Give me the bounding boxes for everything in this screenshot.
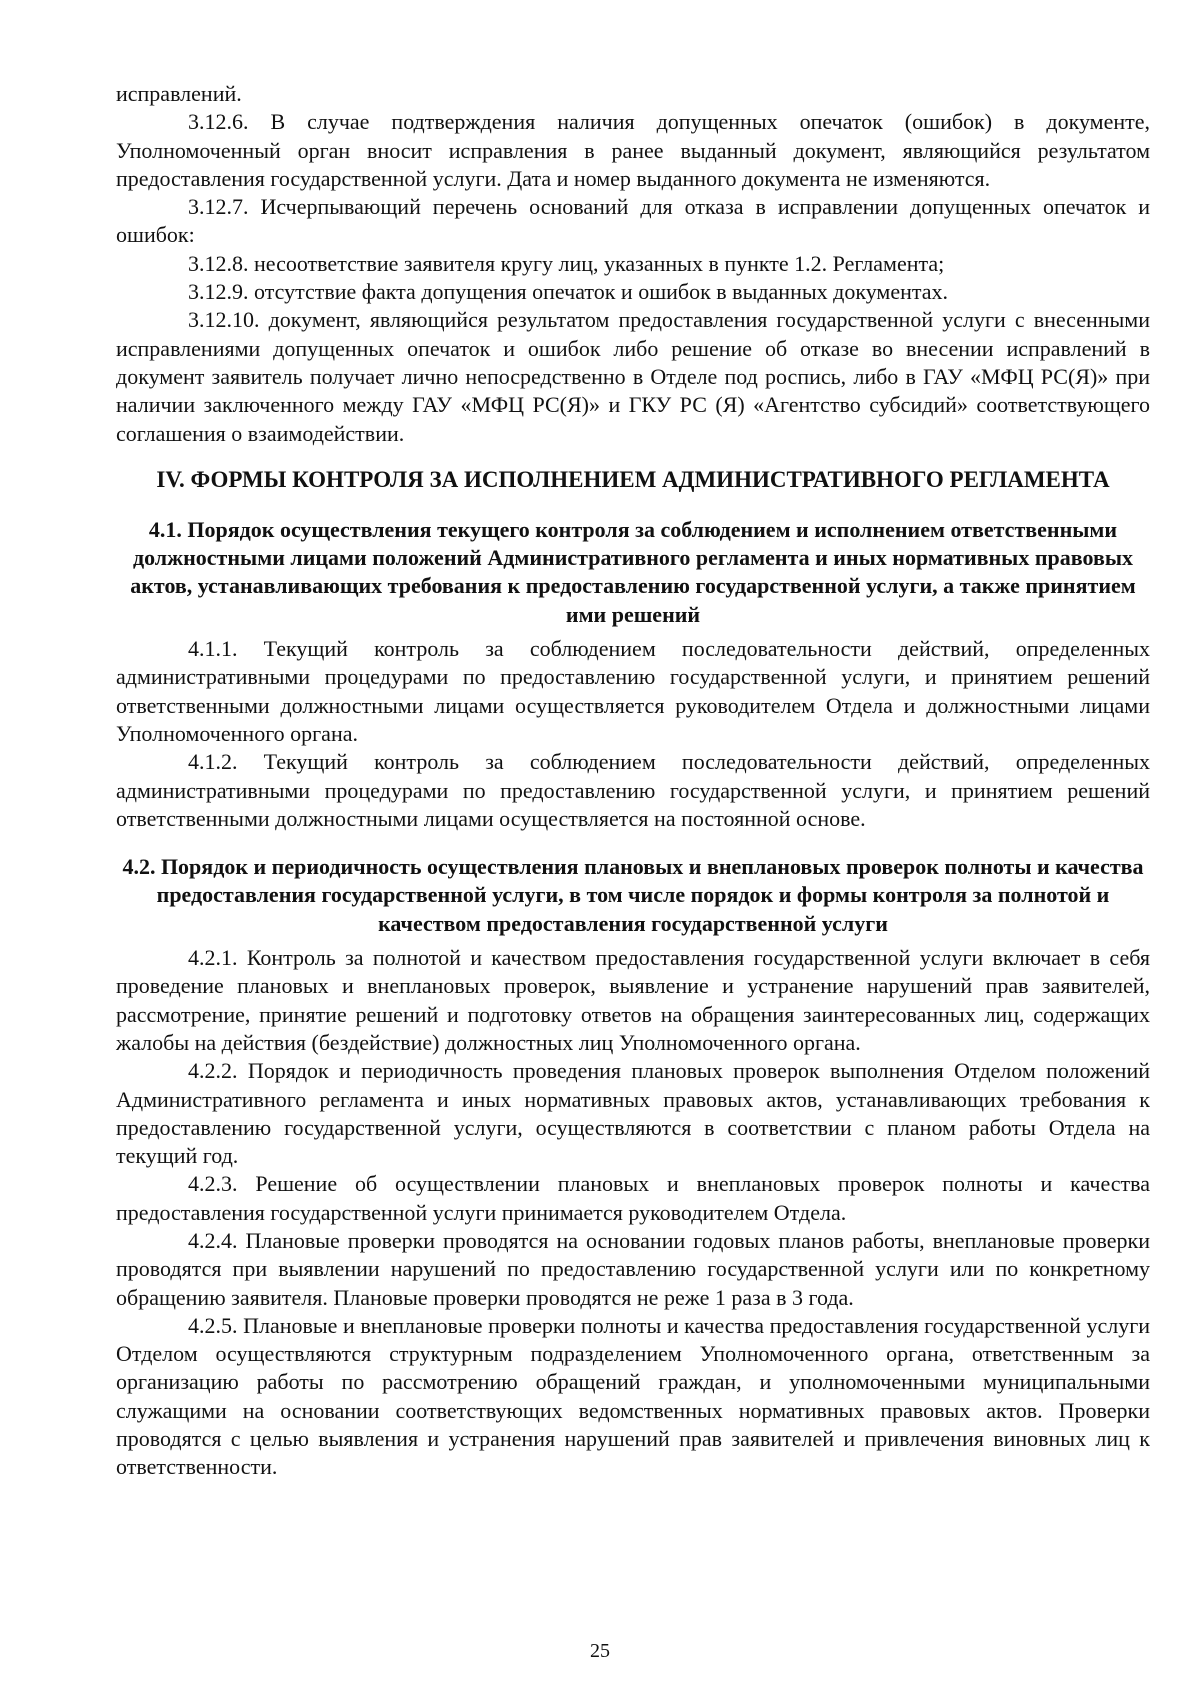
paragraph-3-12-6: 3.12.6. В случае подтверждения наличия допущенных опечаток (ошибок) в документе, Уполномоченный орган вносит исправления в ранее выданный документ, являющийся результатом предоставления государственной услуги. Дата и номер выданного документа не изменяются. [116, 109, 1150, 191]
paragraph-3-12-8: 3.12.8. несоответствие заявителя кругу лиц, указанных в пункте 1.2. Регламента; [188, 250, 945, 276]
paragraph-4-2-3: 4.2.3. Решение об осуществлении плановых и внеплановых проверок полноты и качества предоставления государственной услуги принимается руководителем Отдела. [116, 1171, 1150, 1225]
paragraph-4-2-5: 4.2.5. Плановые и внеплановые проверки полноты и качества предоставления государственной услуги Отделом осуществляются структурным подразделением Уполномоченного органа, ответственным за организацию работы по рассмотрению обращений граждан, и уполномоченными муниципальными служащими на основании соответствующих ведомственных нормативных правовых актов. Проверки проводятся с целью выявления и устранения нарушений прав заявителей и привлечения виновных лиц к ответственности. [116, 1312, 1150, 1480]
paragraph-4-1-2: 4.1.2. Текущий контроль за соблюдением последовательности действий, определенных административными процедурами по предоставлению государственной услуги, и принятием решений ответственными должностными лицами осуществляется на постоянной основе. [116, 749, 1150, 831]
subsection-4-2-title: 4.2. Порядок и периодичность осуществления плановых и внеплановых проверок полноты и качества предоставления государственной услуги, в том числе порядок и формы контроля за полнотой и качеством предоставления государственной услуги [122, 854, 1144, 936]
section-title: IV. ФОРМЫ КОНТРОЛЯ ЗА ИСПОЛНЕНИЕМ АДМИНИСТРАТИВНОГО РЕГЛАМЕНТА [156, 466, 1110, 492]
paragraph-4-2-2: 4.2.2. Порядок и периодичность проведения плановых проверок выполнения Отделом положений Административного регламента и иных нормативных правовых актов, устанавливающих требования к предоставлению государственной услуги, осуществляются в соответствии с планом работы Отдела на текущий год. [116, 1058, 1150, 1169]
paragraph-3-12-7: 3.12.7. Исчерпывающий перечень оснований для отказа в исправлении допущенных опечаток и ошибок: [116, 194, 1150, 248]
paragraph-3-12-10: 3.12.10. документ, являющийся результатом предоставления государственной услуги с внесенными исправлениями допущенных опечаток и ошибок либо решение об отказе во внесении исправлений в документ заявитель получает лично непосредственно в Отделе под роспись, либо в ГАУ «МФЦ РС(Я)» при наличии заключенного между ГАУ «МФЦ РС(Я)» и ГКУ РС (Я) «Агентство субсидий» соответствующего соглашения о взаимодействии. [116, 307, 1150, 446]
paragraph-4-1-1: 4.1.1. Текущий контроль за соблюдением последовательности действий, определенных административными процедурами по предоставлению государственной услуги, и принятием решений ответственными должностными лицами осуществляется руководителем Отдела и должностными лицами Уполномоченного органа. [116, 636, 1150, 746]
paragraph-continuation: исправлений. [116, 81, 242, 106]
paragraph-4-2-4: 4.2.4. Плановые проверки проводятся на основании годовых планов работы, внеплановые проверки проводятся при выявлении нарушений по предоставлению государственной услуги или по конкретному обращению заявителя. Плановые проверки проводятся не реже 1 раза в 3 года. [116, 1227, 1150, 1310]
paragraph-3-12-9: 3.12.9. отсутствие факта допущения опечаток и ошибок в выданных документах. [188, 279, 949, 305]
page-number: 25 [590, 1640, 610, 1662]
subsection-4-1-title: 4.1. Порядок осуществления текущего контроля за соблюдением и исполнением ответственными должностными лицами положений Административного регламента и иных нормативных правовых актов, устанавливающих требования к предоставлению государственной услуги, а также принятием ими решений [130, 516, 1136, 627]
document-page [116, 80, 1150, 1482]
paragraph-4-2-1: 4.2.1. Контроль за полнотой и качеством предоставления государственной услуги включает в себя проведение плановых и внеплановых проверок, выявление и устранение нарушений прав заявителей, рассмотрение, принятие решений и подготовку ответов на обращения заинтересованных лиц, содержащих жалобы на действия (бездействие) должностных лиц Уполномоченного органа. [116, 945, 1150, 1055]
